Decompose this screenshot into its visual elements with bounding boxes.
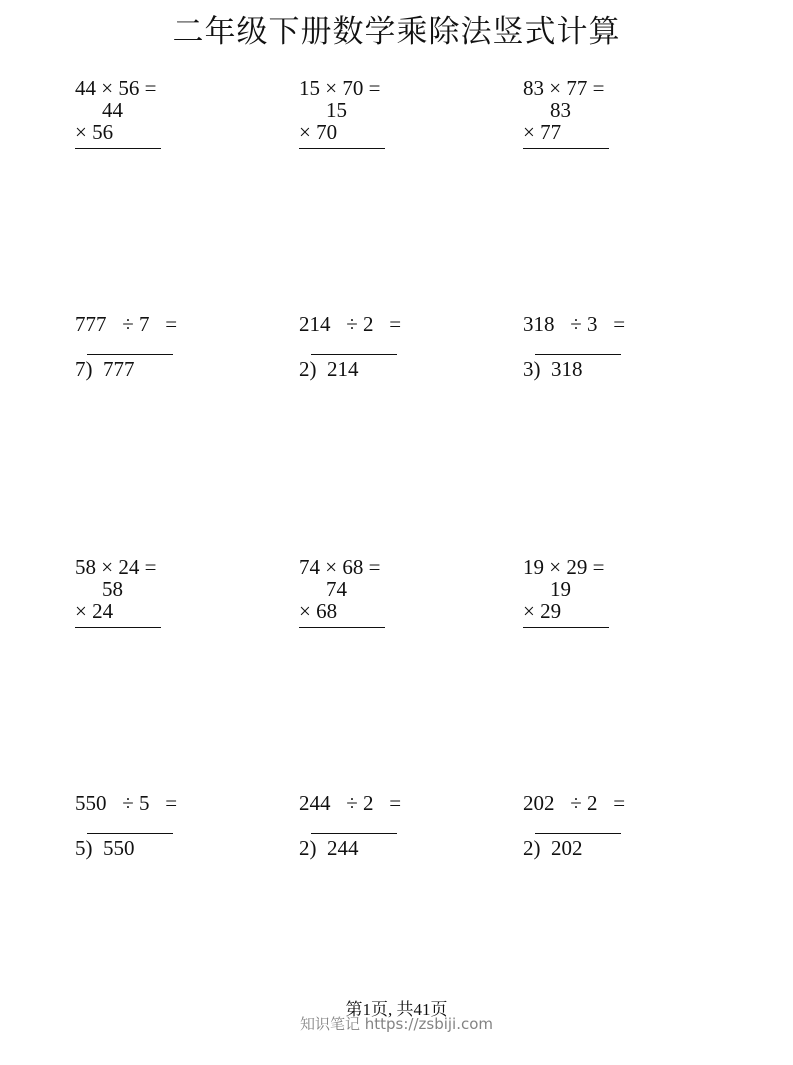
vertical-top-number: 15 <box>326 98 347 122</box>
vertical-bottom-row: × 70 <box>299 120 338 144</box>
div-problem <box>523 791 723 911</box>
mul-problem <box>75 76 275 196</box>
mul-problem <box>523 555 723 675</box>
division-vinculum <box>87 833 173 834</box>
vertical-top-number: 58 <box>102 577 123 601</box>
division-vinculum <box>535 354 621 355</box>
problem-expression: 777 ÷ 7 = <box>75 312 178 336</box>
vertical-top-number: 74 <box>326 577 347 601</box>
problem-expression: 202 ÷ 2 = <box>523 791 626 815</box>
vertical-top-number: 44 <box>102 98 123 122</box>
vertical-top-number: 19 <box>550 577 571 601</box>
answer-rule <box>299 148 385 149</box>
long-division-house: 2) 214 <box>299 357 359 381</box>
div-problem <box>299 791 499 911</box>
problem-expression: 74 × 68 = <box>299 555 381 579</box>
answer-rule <box>523 148 609 149</box>
mul-problem <box>75 555 275 675</box>
long-division-house: 2) 244 <box>299 836 359 860</box>
mul-problem <box>299 76 499 196</box>
problem-expression: 83 × 77 = <box>523 76 605 100</box>
problem-expression: 550 ÷ 5 = <box>75 791 178 815</box>
long-division-house: 7) 777 <box>75 357 135 381</box>
problem-expression: 58 × 24 = <box>75 555 157 579</box>
division-vinculum <box>535 833 621 834</box>
answer-rule <box>75 148 161 149</box>
mul-problem <box>523 76 723 196</box>
problem-expression: 318 ÷ 3 = <box>523 312 626 336</box>
long-division-house: 3) 318 <box>523 357 583 381</box>
vertical-bottom-row: × 68 <box>299 599 338 623</box>
page-title: 二年级下册数学乘除法竖式计算 <box>172 14 621 50</box>
long-division-house: 5) 550 <box>75 836 135 860</box>
mul-problem <box>299 555 499 675</box>
division-vinculum <box>311 354 397 355</box>
div-problem <box>523 312 723 432</box>
div-problem <box>75 312 275 432</box>
long-division-house: 2) 202 <box>523 836 583 860</box>
answer-rule <box>523 627 609 628</box>
watermark-link[interactable]: 知识笔记 https://zsbiji.com <box>299 1015 494 1033</box>
vertical-bottom-row: × 29 <box>523 599 562 623</box>
division-vinculum <box>311 833 397 834</box>
vertical-top-number: 83 <box>550 98 571 122</box>
problem-expression: 214 ÷ 2 = <box>299 312 402 336</box>
vertical-bottom-row: × 56 <box>75 120 114 144</box>
problem-expression: 44 × 56 = <box>75 76 157 100</box>
problem-expression: 244 ÷ 2 = <box>299 791 402 815</box>
answer-rule <box>299 627 385 628</box>
div-problem <box>75 791 275 911</box>
division-vinculum <box>87 354 173 355</box>
problem-expression: 15 × 70 = <box>299 76 381 100</box>
div-problem <box>299 312 499 432</box>
page-number-footer: 第1页, 共41页 <box>345 1000 448 1019</box>
vertical-bottom-row: × 77 <box>523 120 562 144</box>
problem-expression: 19 × 29 = <box>523 555 605 579</box>
answer-rule <box>75 627 161 628</box>
vertical-bottom-row: × 24 <box>75 599 114 623</box>
